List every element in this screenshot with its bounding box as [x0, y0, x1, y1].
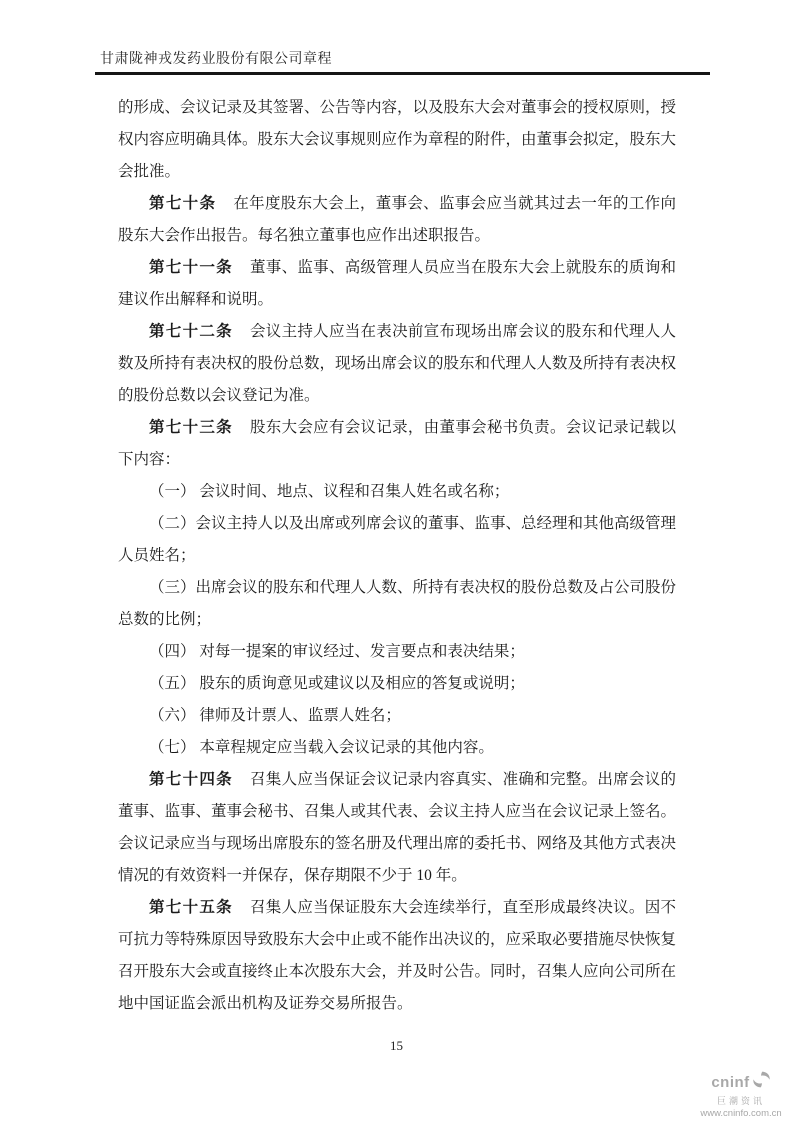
- article-paragraph: [118, 892, 676, 1020]
- list-item-text: （一） 会议时间、地点、议程和召集人姓名或名称；: [149, 483, 510, 500]
- article-paragraph: [118, 764, 676, 892]
- list-item: [118, 476, 676, 508]
- cninfo-brand-text: cninf: [711, 1073, 750, 1091]
- paragraph-text: 的形成、会议记录及其签署、公告等内容，以及股东大会对董事会的授权原则，授权内容应明确具体。股东大会议事规则应作为章程的附件，由董事会拟定，股东大会批准。: [118, 99, 677, 180]
- cninfo-brand-chinese: 巨潮资讯: [716, 1096, 765, 1106]
- cninfo-brand-row: [711, 1070, 770, 1094]
- article-text: 在年度股东大会上，董事会、监事会应当就其过去一年的工作向股东大会作出报告。每名独立董事也应作出述职报告。: [118, 195, 676, 244]
- document-body: [118, 92, 676, 1020]
- article-number: 第七十二条: [149, 323, 233, 340]
- article-number: 第七十五条: [149, 899, 233, 916]
- article-number: 第七十条: [149, 195, 217, 212]
- page-number: 15: [390, 1038, 403, 1053]
- list-item: [118, 732, 676, 764]
- article-text: 股东大会应有会议记录，由董事会秘书负责。会议记录记载以下内容：: [118, 419, 676, 468]
- article-number: 第七十三条: [149, 419, 233, 436]
- cninfo-logo: [693, 1070, 789, 1119]
- document-header: [95, 50, 710, 75]
- article-text: 召集人应当保证会议记录内容真实、准确和完整。出席会议的董事、监事、董事会秘书、召集人或其代表、会议主持人应当在会议记录上签名。会议记录应当与现场出席股东的签名册及代理出席的委托书、网络及其他方式表决情况的有效资料一并保存，保存期限不少于 10 年。: [118, 771, 677, 884]
- list-item-text: （六） 律师及计票人、监票人姓名；: [149, 707, 401, 724]
- list-item: [118, 700, 676, 732]
- article-text: 董事、监事、高级管理人员应当在股东大会上就股东的质询和建议作出解释和说明。: [118, 259, 676, 308]
- article-text: 会议主持人应当在表决前宣布现场出席会议的股东和代理人人数及所持有表决权的股份总数，现场出席会议的股东和代理人人数及所持有表决权的股份总数以会议登记为准。: [118, 323, 677, 404]
- cninfo-url: www.cninfo.com.cn: [700, 1108, 782, 1119]
- document-header-title: 甘肃陇神戎发药业股份有限公司章程: [100, 52, 332, 67]
- header-rule: [95, 72, 710, 75]
- article-paragraph: [118, 316, 676, 412]
- list-item-text: （五） 股东的质询意见或建议以及相应的答复或说明；: [149, 675, 525, 692]
- list-item-text: （二）会议主持人以及出席或列席会议的董事、监事、总经理和其他高级管理人员姓名；: [118, 515, 677, 564]
- article-number: 第七十四条: [149, 771, 233, 788]
- list-item-text: （四） 对每一提案的审议经过、发言要点和表决结果；: [149, 643, 525, 660]
- article-number: 第七十一条: [149, 259, 233, 276]
- list-item: [118, 508, 676, 572]
- list-item-text: （三）出席会议的股东和代理人人数、所持有表决权的股份总数及占公司股份总数的比例；: [118, 579, 677, 628]
- list-item-text: （七） 本章程规定应当载入会议记录的其他内容。: [149, 739, 494, 756]
- article-text: 召集人应当保证股东大会连续举行，直至形成最终决议。因不可抗力等特殊原因导致股东大会中止或不能作出决议的，应采取必要措施尽快恢复召开股东大会或直接终止本次股东大会，并及时公告。同时，召集人应向公司所在地中国证监会派出机构及证券交易所报告。: [118, 899, 677, 1012]
- paragraph-continuation: [118, 92, 676, 188]
- list-item: [118, 572, 676, 636]
- list-item: [118, 636, 676, 668]
- list-item: [118, 668, 676, 700]
- article-paragraph: [118, 412, 676, 476]
- article-paragraph: [118, 252, 676, 316]
- article-paragraph: [118, 188, 676, 252]
- cninfo-swirl-icon: [752, 1070, 771, 1094]
